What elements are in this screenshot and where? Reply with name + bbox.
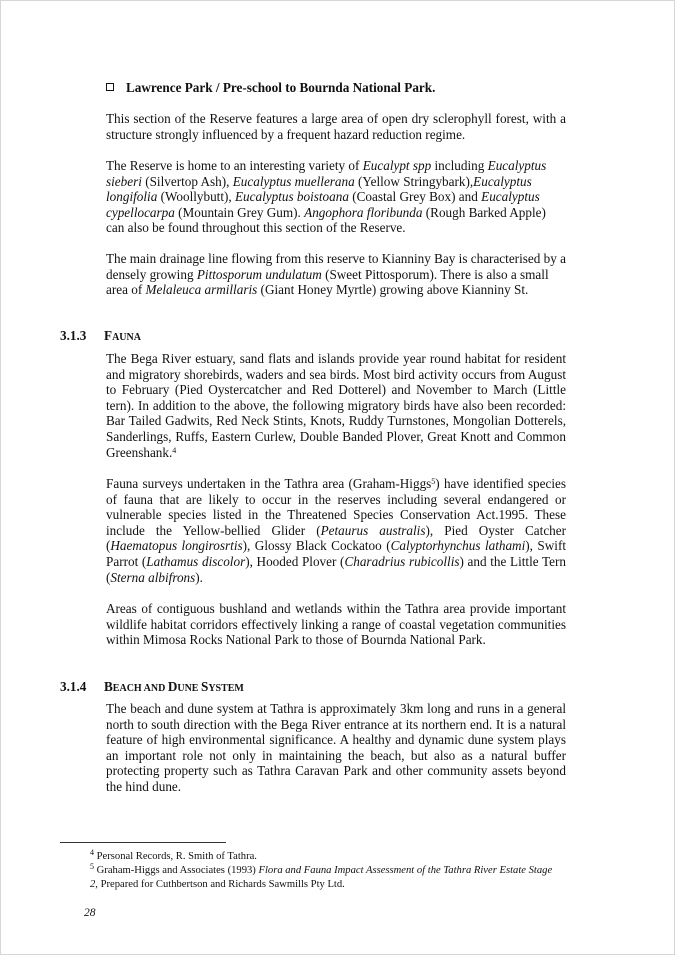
- beach-paragraph: The beach and dune system at Tathra is approximately 3km long and runs in a general north to south direction with the Bega River entrance at its northern end. It is a natural feature of high environmental significance. A healthy and dynamic dune system plays an important role not only in maintaining the beach, but also as a natural buffer protecting property such as Tathra Caravan Park and other community assets beyond the hind dune.: [106, 701, 566, 794]
- fauna-heading: 3.1.3 FAUNA: [60, 328, 141, 343]
- footnote-divider: [60, 842, 226, 843]
- fauna-paragraph-1: The Bega River estuary, sand flats and islands provide year round habitat for resident and migratory shorebirds, waders and sea birds. Most bird activity occurs from August to February (Pied Oystercatcher and Red Dotterel) and November to March (Little tern). In addition to the above, the following migratory birds have also been recorded: Bar Tailed Gadwits, Red Neck Stints, Knots, Ruddy Turnstones, Mongolian Dotterels, Sanderlings, Ruffs, Eastern Curlew, Double Banded Plover, Great Knott and Common Greenshank.$^4$: [106, 351, 566, 460]
- beach-heading: 3.1.4 BEACH AND DUNE SYSTEM: [60, 679, 244, 694]
- checkbox-bullet-icon: [106, 83, 114, 91]
- fauna-section-number: 3.1.3: [60, 328, 87, 343]
- intro-paragraph: This section of the Reserve features a large area of open dry sclerophyll forest, with a structure strongly influenced by a frequent hazard reduction regime.: [106, 111, 566, 142]
- page-number: 28: [84, 907, 96, 919]
- footnote-ref-4: 4: [172, 445, 177, 455]
- fauna-paragraph-2: Fauna surveys undertaken in the Tathra area (Graham-Higgs$^5$) have identified species of fauna that are likely to occur in the reserves including several endangered or vulnerable species listed in the Threatened Species Conservation Act.1995. These include the Yellow-bellied Glider (Petaurus australis), Pied Oyster Catcher (Haematopus longirosrtis), Glossy Black Cockatoo (Calyptorhynchus lathami), Swift Parrot (Lathamus discolor), Hooded Plover (Charadrius rubicollis) and the Little Tern (Sterna albifrons).: [106, 476, 567, 585]
- footnote-5: $^5$ Graham-Higgs and Associates (1993) Flora and Fauna Impact Assessment of the Tathra River Estate Stage 2, Prepared for Cuthbertson and Richards Sawmills Pty Ltd.: [90, 862, 553, 890]
- drainage-paragraph: The main drainage line flowing from this reserve to Kianniny Bay is characterised by a densely growing Pittosporum undulatum (Sweet Pittosporum). There is also a small area of Melaleuca armillaris (Giant Honey Myrtle) growing above Kianniny St.: [106, 251, 566, 298]
- footnote-4: $^4$ Personal Records, R. Smith of Tathra.: [90, 848, 257, 862]
- flora-paragraph: The Reserve is home to an interesting variety of Eucalypt spp including Eucalyptus sieberi (Silvertop Ash), Eucalyptus muellerana (Yellow Stringybark),Eucalyptus longifolia (Woollybutt), Eucalyptus boistoana (Coastal Grey Box) and Eucalyptus cypellocarpa (Mountain Grey Gum). Angophora floribunda (Rough Barked Apple) can also be found throughout this section of the Reserve.: [106, 158, 547, 236]
- footnote-ref-5: 5: [431, 477, 436, 486]
- section-heading: Lawrence Park / Pre-school to Bournda National Park.: [106, 80, 566, 96]
- fauna-paragraph-3: Areas of contiguous bushland and wetlands within the Tathra area provide important wildlife habitat corridors effectively linking a range of coastal vegetation communities within Mimosa Rocks National Park to those of Bournda National Park.: [106, 601, 566, 648]
- beach-section-number: 3.1.4: [60, 679, 87, 694]
